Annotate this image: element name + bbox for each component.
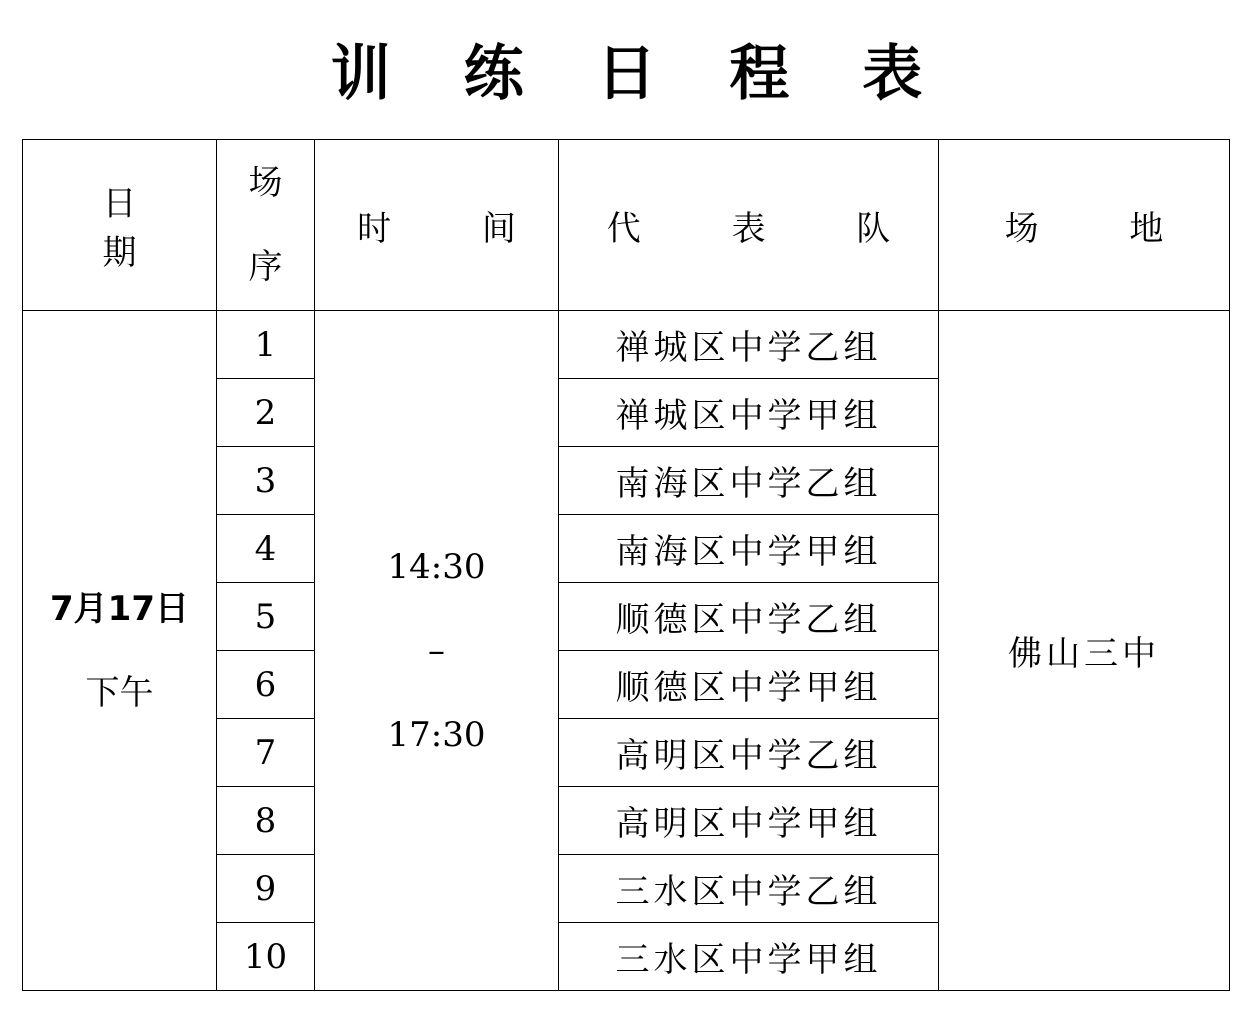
- seq-cell: 8: [217, 787, 315, 855]
- seq-cell: 1: [217, 311, 315, 379]
- date-period: 下午: [85, 672, 154, 713]
- time-end: 17:30: [387, 714, 486, 755]
- header-row: [23, 140, 1230, 311]
- venue-cell: 佛山三中: [939, 311, 1230, 991]
- seq-cell: 6: [217, 651, 315, 719]
- header-seq: [217, 140, 315, 311]
- time-separator: –: [428, 630, 445, 671]
- team-cell: 三水区中学乙组: [559, 855, 939, 923]
- team-cell: 禅城区中学甲组: [559, 379, 939, 447]
- team-cell: 顺德区中学乙组: [559, 583, 939, 651]
- header-venue: 场 地: [939, 140, 1230, 311]
- team-cell: 高明区中学甲组: [559, 787, 939, 855]
- team-cell: 禅城区中学乙组: [559, 311, 939, 379]
- time-cell: [315, 311, 559, 991]
- team-cell: 南海区中学甲组: [559, 515, 939, 583]
- time-start: 14:30: [387, 546, 486, 587]
- header-seq-bottom: 序: [248, 247, 283, 287]
- team-cell: 顺德区中学甲组: [559, 651, 939, 719]
- seq-cell: 7: [217, 719, 315, 787]
- seq-cell: 9: [217, 855, 315, 923]
- header-team: 代 表 队: [559, 140, 939, 311]
- page-title: 训 练 日 程 表: [330, 39, 949, 109]
- team-cell: 南海区中学乙组: [559, 447, 939, 515]
- seq-cell: 2: [217, 379, 315, 447]
- team-cell: 三水区中学甲组: [559, 923, 939, 991]
- seq-cell: 3: [217, 447, 315, 515]
- table-row: [23, 311, 1230, 379]
- header-seq-top: 场: [248, 163, 283, 203]
- team-cell: 高明区中学乙组: [559, 719, 939, 787]
- seq-cell: 5: [217, 583, 315, 651]
- date-day: 7月17日: [50, 588, 189, 629]
- schedule-table: [22, 139, 1230, 991]
- seq-cell: 10: [217, 923, 315, 991]
- header-time: 时 间: [315, 140, 559, 311]
- seq-cell: 4: [217, 515, 315, 583]
- date-cell: [23, 311, 217, 991]
- header-date: 日 期: [23, 140, 217, 311]
